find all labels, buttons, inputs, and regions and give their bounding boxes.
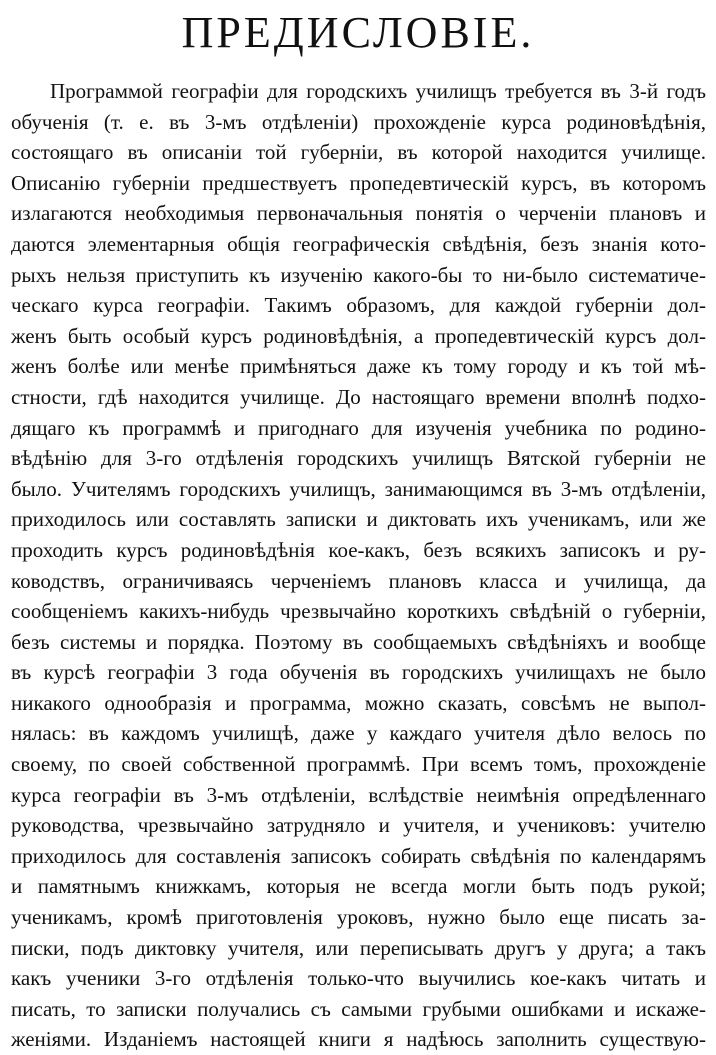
text-line: ческаго курса географіи. Такимъ образомъ, для каждой губерніи дол- (11, 293, 706, 318)
text-line: безъ системы и порядка. Поэтому въ сообщаемыхъ свѣдѣніяхъ и вообще (11, 629, 706, 654)
text-line: даются элементарныя общія географическія свѣдѣнія, безъ знанія кото- (11, 231, 706, 256)
text-line: ководствъ, ограничиваясь черченіемъ плановъ класса и училища, да (11, 568, 706, 593)
text-line: дящаго къ программѣ и пригоднаго для изученія учебника по родино- (11, 415, 706, 440)
text-line: и памятнымъ книжкамъ, которыя не всегда могли быть подъ рукой; (11, 874, 706, 899)
text-line: Программой географіи для городскихъ училищъ требуется въ 3-й годъ (50, 79, 706, 103)
text-line: было. Учителямъ городскихъ училищъ, занимающимся въ 3-мъ отдѣленіи, (11, 476, 706, 501)
text-line: женъ болѣе или менѣе примѣняться даже къ тому городу и къ той мѣ- (11, 354, 706, 379)
text-line: сообщеніемъ какихъ-нибудь чрезвычайно короткихъ свѣдѣній о губерніи, (11, 599, 706, 624)
text-line: въ курсѣ географіи 3 года обученія въ городскихъ училищахъ не было (11, 660, 706, 685)
text-line: женіями. Изданіемъ настоящей книги я надѣюсь заполнить существую- (11, 1027, 706, 1052)
page-heading: ПРЕДИСЛОВІЕ. (181, 8, 535, 57)
text-line: приходилось или составлять записки и диктовать ихъ ученикамъ, или же (11, 507, 706, 532)
text-line: приходилось для составленія записокъ собирать свѣдѣнія по календарямъ (11, 843, 706, 868)
text-line: Описанію губерніи предшествуетъ пропедевтическій курсъ, въ которомъ (11, 170, 706, 195)
text-line: женъ быть особый курсъ родиновѣдѣнія, а пропедевтическій курсъ дол- (11, 323, 706, 348)
preface-paragraph (0, 76, 716, 1055)
text-line: состоящаго въ описаніи той губерніи, въ которой находится училище. (11, 140, 706, 165)
text-line: никакого однообразія и программа, можно сказать, совсѣмъ не выпол- (11, 690, 706, 715)
text-line: курса географіи въ 3-мъ отдѣленіи, вслѣдствіе неимѣнія опредѣленнаго (11, 782, 706, 807)
text-line: излагаются необходимыя первоначальныя понятія о черченіи плановъ и (11, 201, 706, 226)
text-line: обученія (т. е. въ 3-мъ отдѣленіи) прохожденіе курса родиновѣдѣнія, (11, 109, 706, 134)
text-line: руководства, чрезвычайно затрудняло и учителя, и учениковъ: учителю (11, 813, 706, 838)
text-line: какъ ученики 3-го отдѣленія только-что выучились кое-какъ читать и (11, 966, 706, 991)
text-line: нялась: въ каждомъ училищѣ, даже у каждаго учителя дѣло велось по (11, 721, 706, 746)
text-line: писать, то записки получались съ самыми грубыми ошибками и искаже- (11, 996, 706, 1021)
text-line: своему, по своей собственной программѣ. При всемъ томъ, прохожденіе (11, 752, 706, 777)
text-line: рыхъ нельзя приступить къ изученію какого-бы то ни-было систематиче- (11, 262, 706, 287)
text-line: стности, гдѣ находится училище. До настоящаго времени вполнѣ подхо- (11, 384, 706, 409)
text-line: проходить курсъ родиновѣдѣнія кое-какъ, безъ всякихъ записокъ и ру- (11, 537, 706, 562)
text-line: вѣдѣнію для 3-го отдѣленія городскихъ училищъ Вятской губерніи не (11, 446, 706, 471)
text-line: ученикамъ, кромѣ приготовленія уроковъ, нужно было еще писать за- (11, 905, 706, 930)
text-line: писки, подъ диктовку учителя, или переписывать другъ у друга; а такъ (11, 935, 706, 960)
